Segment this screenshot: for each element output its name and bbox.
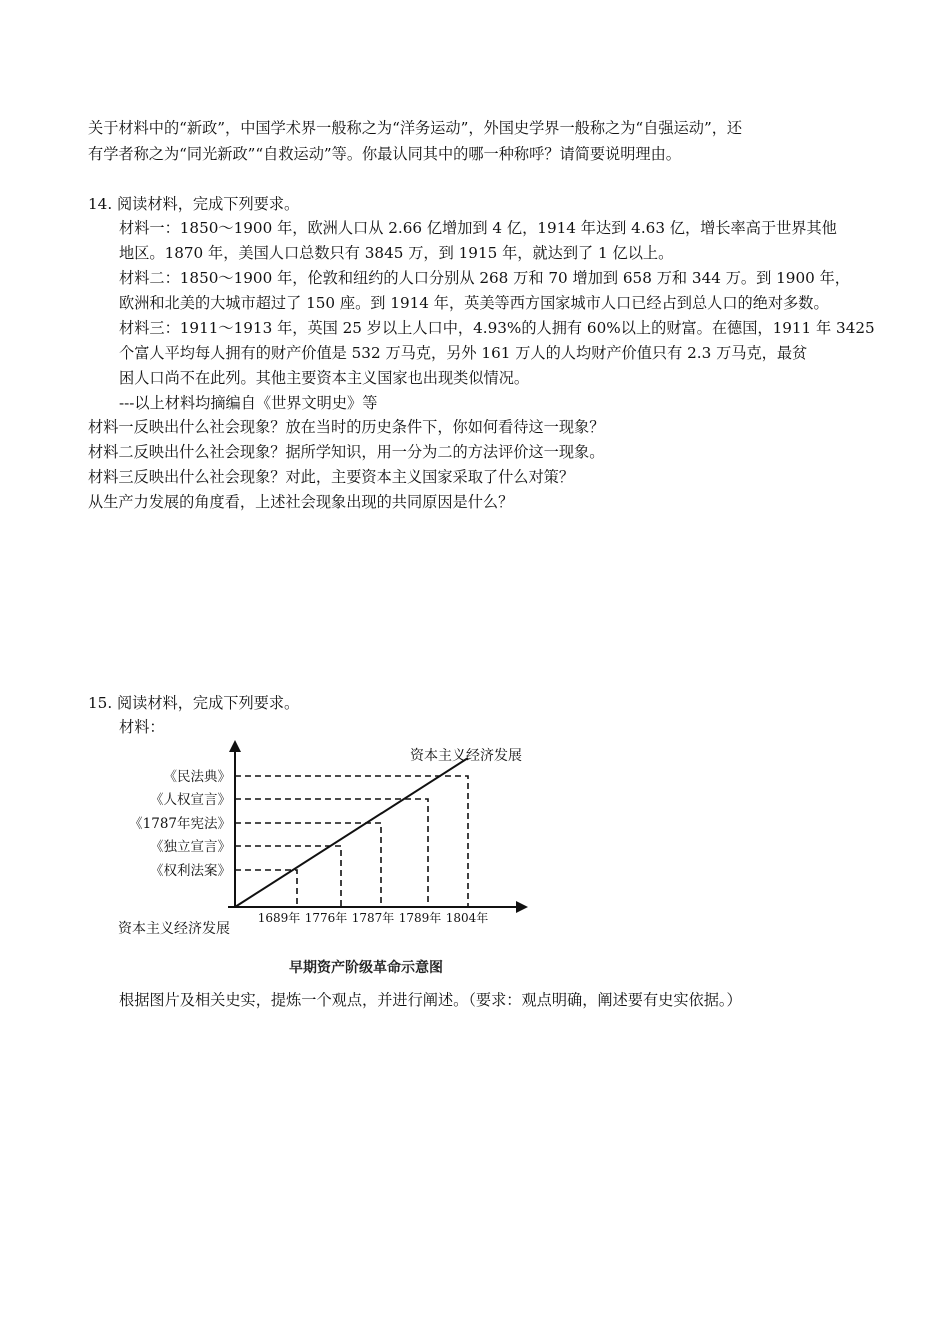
growth-line <box>235 758 468 907</box>
q15-material-label: 材料： <box>119 718 165 736</box>
q14-question-4: 从生产力发展的角度看，上述社会现象出现的共同原因是什么？ <box>88 493 514 511</box>
q14-material1-line1: 材料一：1850～1900 年，欧洲人口从 2.66 亿增加到 4 亿，1914 年达到 4.63 亿，增长率高于世界其他 <box>119 219 837 237</box>
q14-source: ---以上材料均摘编自《世界文明史》等 <box>119 394 378 412</box>
guide-1787-constitution <box>235 823 381 907</box>
q14-material1-line2: 地区。1870 年，美国人口总数只有 3845 万，到 1915 年，就达到了 1 亿以上。 <box>119 244 674 262</box>
x-axis-arrow <box>516 901 528 913</box>
top-axis-label: 资本主义经济发展 <box>410 748 522 764</box>
q14-question-2: 材料二反映出什么社会现象？据所学知识，用一分为二的方法评价这一现象。 <box>88 443 605 461</box>
y-axis-arrow <box>229 740 241 752</box>
guide-civil-code <box>235 776 468 907</box>
intro-line-1: 关于材料中的“新政”，中国学术界一般称之为“洋务运动”，外国史学界一般称之为“自强运动”，还 <box>88 119 743 137</box>
q14-material3-line2: 个富人平均每人拥有的财产价值是 532 万马克，另外 161 万人的人均财产价值只有 2.3 万马克，最贫 <box>119 344 808 362</box>
q15-question: 根据图片及相关史实，提炼一个观点，并进行阐述。（要求：观点明确，阐述要有史实依据。） <box>119 991 742 1009</box>
y-item-bill-of-rights: 《权利法案》 <box>150 863 231 879</box>
diagram-caption: 早期资产阶级革命示意图 <box>289 960 443 976</box>
x-item-1776: 1776年 <box>304 911 348 925</box>
intro-line-2: 有学者称之为“同光新政”“自救运动”等。你最认同其中的哪一种称呼？请简要说明理由。 <box>88 145 681 163</box>
y-item-independence-declaration: 《独立宣言》 <box>150 839 231 855</box>
q14-question-3: 材料三反映出什么社会现象？对此，主要资本主义国家采取了什么对策？ <box>88 468 574 486</box>
revolution-diagram <box>110 740 580 980</box>
q14-question-1: 材料一反映出什么社会现象？放在当时的历史条件下，你如何看待这一现象？ <box>88 418 605 436</box>
x-item-1789: 1789年 <box>398 911 442 925</box>
guide-rights-declaration <box>235 799 428 907</box>
q14-material2-line1: 材料二：1850～1900 年，伦敦和纽约的人口分别从 268 万和 70 增加到 658 万和 344 万。到 1900 年， <box>119 269 850 287</box>
x-item-1787: 1787年 <box>351 911 395 925</box>
y-item-1787-constitution: 《1787年宪法》 <box>129 816 231 832</box>
q14-material3-line1: 材料三：1911～1913 年，英国 25 岁以上人口中，4.93%的人拥有 60%以上的财富。在德国，1911 年 3425 <box>119 319 875 337</box>
q14-material2-line2: 欧洲和北美的大城市超过了 150 座。到 1914 年，英美等西方国家城市人口已经占到总人口的绝对多数。 <box>119 294 829 312</box>
y-item-civil-code: 《民法典》 <box>163 769 231 785</box>
q14-header: 14. 阅读材料，完成下列要求。 <box>88 195 300 213</box>
bottom-axis-label: 资本主义经济发展 <box>118 921 230 937</box>
q15-header: 15. 阅读材料，完成下列要求。 <box>88 694 300 712</box>
y-item-rights-declaration: 《人权宣言》 <box>150 792 231 808</box>
q14-material3-line3: 困人口尚不在此列。其他主要资本主义国家也出现类似情况。 <box>119 369 530 387</box>
x-item-1804: 1804年 <box>445 911 489 925</box>
x-item-1689: 1689年 <box>257 911 301 925</box>
